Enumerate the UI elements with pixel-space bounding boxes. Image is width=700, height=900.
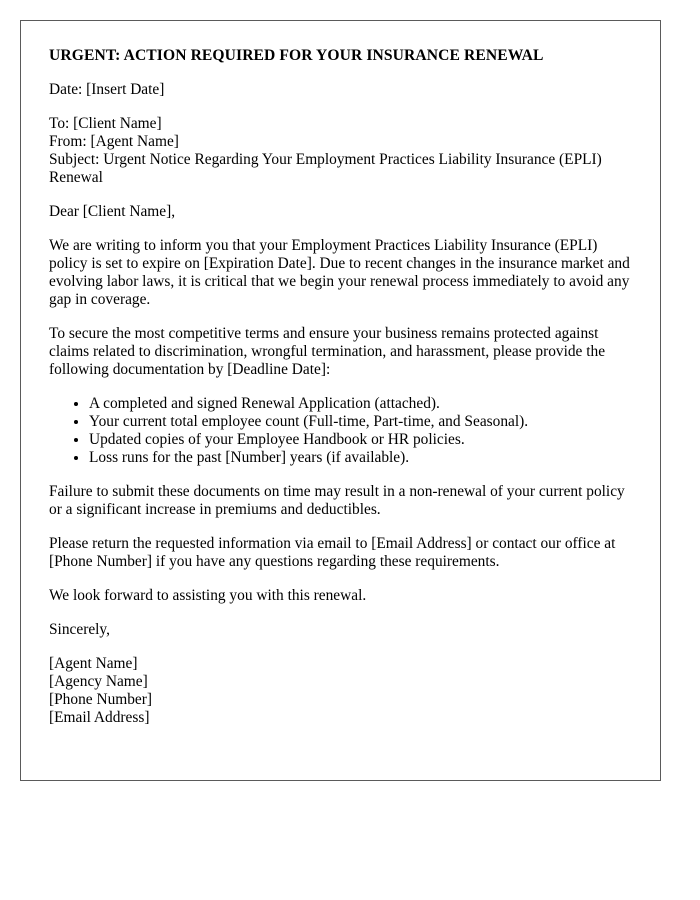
list-item: • A completed and signed Renewal Application (attached). bbox=[89, 395, 632, 413]
letter-title: URGENT: ACTION REQUIRED FOR YOUR INSURANCE RENEWAL bbox=[49, 47, 544, 64]
signature-agency-name: [Agency Name] bbox=[49, 673, 148, 690]
signoff: Sincerely, bbox=[49, 621, 110, 638]
warning-paragraph: Failure to submit these documents on time may result in a non-renewal of your current policy or a significant increase in premiums and deductibles. bbox=[49, 483, 625, 518]
signature-email: [Email Address] bbox=[49, 709, 150, 726]
list-item: • Your current total employee count (Full-time, Part-time, and Seasonal). bbox=[89, 413, 632, 431]
contact-paragraph: Please return the requested information via email to [Email Address] or contact our office at [Phone Number] if you have any questions regarding these requirements. bbox=[49, 535, 616, 570]
signature-agent-name: [Agent Name] bbox=[49, 655, 138, 672]
list-item: • Loss runs for the past [Number] years (if available). bbox=[89, 449, 632, 467]
letter-document bbox=[20, 20, 661, 781]
signature-block bbox=[49, 655, 632, 727]
from-line: From: [Agent Name] bbox=[49, 133, 179, 150]
closing-note: We look forward to assisting you with this renewal. bbox=[49, 587, 367, 604]
salutation: Dear [Client Name], bbox=[49, 203, 176, 220]
request-paragraph: To secure the most competitive terms and ensure your business remains protected against claims related to discrimination, wrongful termination, and harassment, please provide the following documentation by [Deadline Date]: bbox=[49, 325, 606, 378]
date-line: Date: [Insert Date] bbox=[49, 81, 165, 98]
intro-paragraph: We are writing to inform you that your Employment Practices Liability Insurance (EPLI) policy is set to expire on [Expiration Date]. Due to recent changes in the insurance market and evolving labor laws, it is critical that we begin your renewal process immediately to avoid any gap in coverage. bbox=[49, 237, 630, 308]
documents-list bbox=[49, 395, 632, 467]
letter-header bbox=[49, 115, 632, 187]
subject-line: Subject: Urgent Notice Regarding Your Employment Practices Liability Insurance (EPLI) Renewal bbox=[49, 151, 602, 186]
signature-phone: [Phone Number] bbox=[49, 691, 153, 708]
to-line: To: [Client Name] bbox=[49, 115, 162, 132]
list-item: • Updated copies of your Employee Handbook or HR policies. bbox=[89, 431, 632, 449]
